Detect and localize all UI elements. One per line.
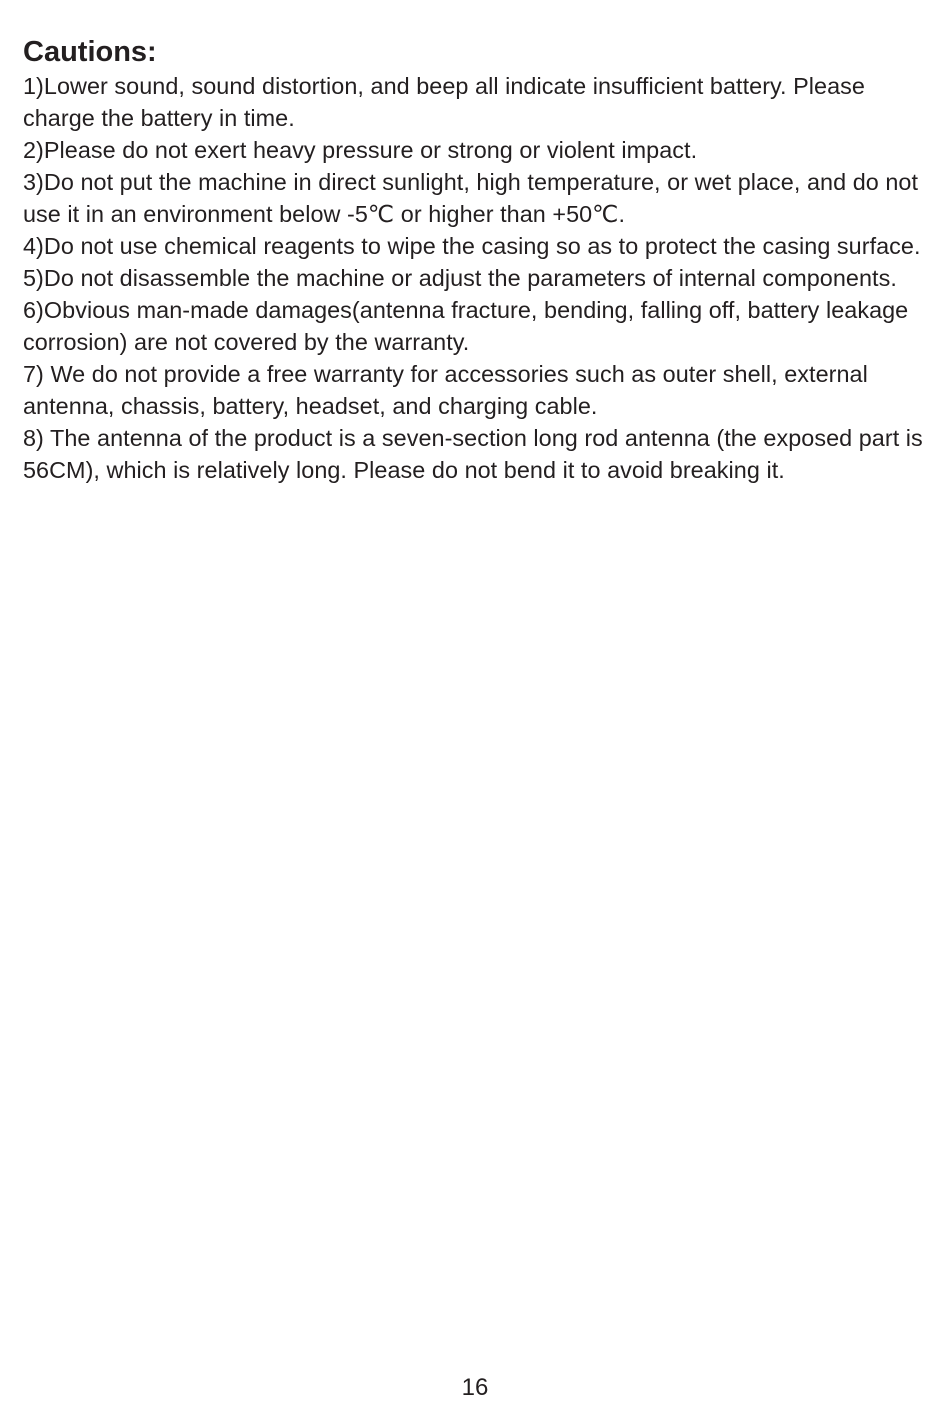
caution-item-1: 1)Lower sound, sound distortion, and beep all indicate insufficient battery. Please charge the battery in time.	[23, 73, 865, 131]
cautions-heading: Cautions:	[23, 36, 157, 68]
caution-item-8: 8) The antenna of the product is a seven-section long rod antenna (the exposed part is 56CM), which is relatively long. Please do not bend it to avoid breaking it.	[23, 425, 923, 483]
caution-item-5: 5)Do not disassemble the machine or adjust the parameters of internal components.	[23, 265, 897, 291]
cautions-list	[23, 70, 938, 486]
page-content	[23, 34, 938, 486]
caution-item-7: 7) We do not provide a free warranty for accessories such as outer shell, external antenna, chassis, battery, headset, and charging cable.	[23, 361, 868, 419]
caution-item-4: 4)Do not use chemical reagents to wipe the casing so as to protect the casing surface.	[23, 233, 921, 259]
caution-item-3: 3)Do not put the machine in direct sunlight, high temperature, or wet place, and do not use it in an environment below -5℃ or higher than +50℃.	[23, 169, 919, 227]
caution-item-6: 6)Obvious man-made damages(antenna fracture, bending, falling off, battery leakage corrosion) are not covered by the warranty.	[23, 297, 909, 355]
page-number: 16	[461, 1374, 489, 1401]
caution-item-2: 2)Please do not exert heavy pressure or strong or violent impact.	[23, 137, 698, 163]
